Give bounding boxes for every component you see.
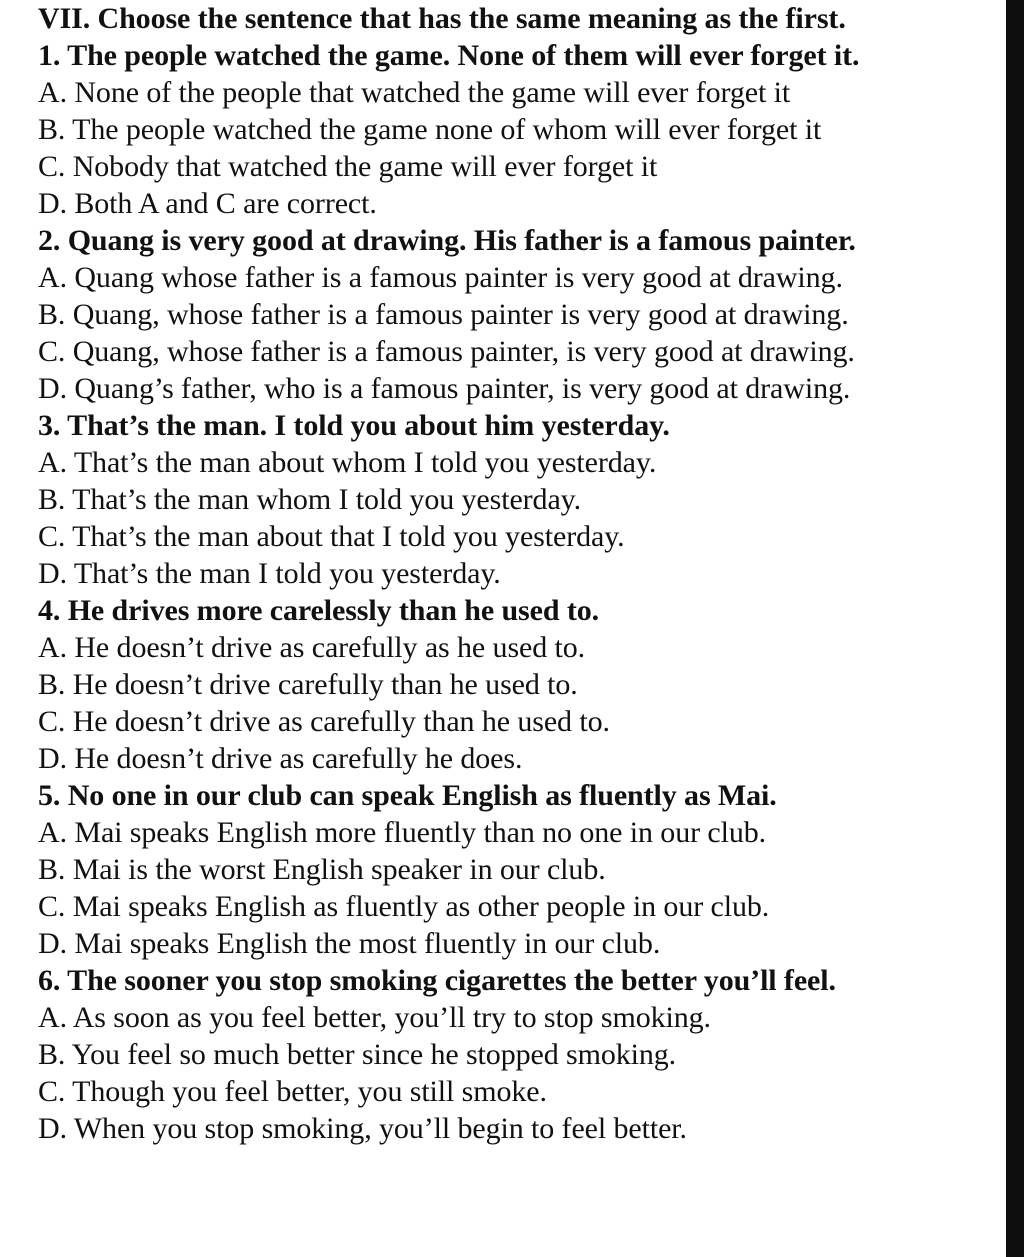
question-text: 2. Quang is very good at drawing. His father is a famous painter. [38, 224, 856, 257]
question-text: 6. The sooner you stop smoking cigarettes the better you’ll feel. [38, 964, 836, 997]
question-5 [38, 777, 978, 962]
question-4 [38, 592, 978, 777]
option-a: A. That’s the man about whom I told you yesterday. [38, 446, 657, 479]
question-text: 5. No one in our club can speak English as fluently as Mai. [38, 779, 777, 812]
option-c: C. Mai speaks English as fluently as other people in our club. [38, 890, 770, 923]
option-d: D. That’s the man I told you yesterday. [38, 557, 501, 590]
option-b: B. Quang, whose father is a famous painter is very good at drawing. [38, 298, 849, 331]
question-6 [38, 962, 978, 1147]
option-a: A. He doesn’t drive as carefully as he used to. [38, 631, 586, 664]
question-text: 3. That’s the man. I told you about him yesterday. [38, 409, 670, 442]
question-3 [38, 407, 978, 592]
option-c: C. Nobody that watched the game will ever forget it [38, 150, 658, 183]
question-text: 4. He drives more carelessly than he used to. [38, 594, 600, 627]
option-a: A. Quang whose father is a famous painter is very good at drawing. [38, 261, 843, 294]
option-d: D. Mai speaks English the most fluently in our club. [38, 927, 661, 960]
option-d: D. He doesn’t drive as carefully he does. [38, 742, 523, 775]
option-c: C. That’s the man about that I told you yesterday. [38, 520, 625, 553]
option-a: A. None of the people that watched the game will ever forget it [38, 76, 791, 109]
exercise-title: VII. Choose the sentence that has the same meaning as the first. [38, 2, 846, 35]
option-c: C. Quang, whose father is a famous painter, is very good at drawing. [38, 335, 855, 368]
question-text: 1. The people watched the game. None of them will ever forget it. [38, 39, 860, 72]
option-a: A. Mai speaks English more fluently than no one in our club. [38, 816, 767, 849]
option-d: D. Both A and C are correct. [38, 187, 377, 220]
question-2 [38, 222, 978, 407]
option-b: B. He doesn’t drive carefully than he used to. [38, 668, 578, 701]
option-b: B. Mai is the worst English speaker in our club. [38, 853, 606, 886]
option-c: C. He doesn’t drive as carefully than he used to. [38, 705, 610, 738]
exercise-sheet [38, 0, 978, 1147]
page-edge-shadow [1006, 0, 1024, 1257]
option-d: D. When you stop smoking, you’ll begin to feel better. [38, 1112, 687, 1145]
option-c: C. Though you feel better, you still smoke. [38, 1075, 547, 1108]
option-a: A. As soon as you feel better, you’ll try to stop smoking. [38, 1001, 711, 1034]
option-d: D. Quang’s father, who is a famous painter, is very good at drawing. [38, 372, 851, 405]
question-1 [38, 37, 978, 222]
option-b: B. You feel so much better since he stopped smoking. [38, 1038, 677, 1071]
option-b: B. That’s the man whom I told you yesterday. [38, 483, 582, 516]
option-b: B. The people watched the game none of whom will ever forget it [38, 113, 822, 146]
